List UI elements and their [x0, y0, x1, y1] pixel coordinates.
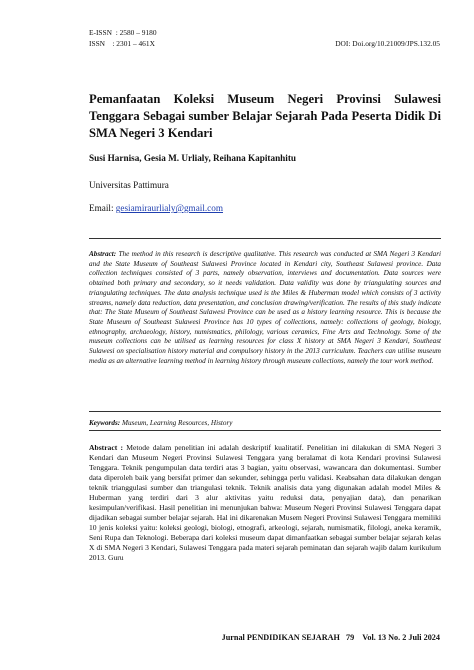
keywords-text: Museum, Learning Resources, History [121, 419, 233, 427]
keywords-label: Keywords: [89, 419, 121, 427]
issn-line: ISSN : 2301 – 461X [89, 38, 155, 48]
abstract-indonesian [89, 443, 441, 563]
abstract-label: Abstract: [89, 250, 117, 258]
page-footer: Jurnal PENDIDIKAN SEJARAH 79 Vol. 13 No. 2 Juli 2024 [221, 633, 440, 642]
issn-block [89, 28, 157, 49]
divider-keywords-bottom [89, 430, 441, 431]
divider-top [89, 238, 441, 239]
email-link[interactable]: gesiamiraurlialy@gmail.com [115, 203, 223, 213]
abstrak-text: Metode dalam penelitian ini adalah deskriptif kualitatif. Penelitian ini dilakukan di SMA Negeri 3 Kendari dan Museum Negeri Provinsi Sulawesi Tenggara yang beralamat di kota Kendari provinsi Sulawesi Tenggara. Teknik pengumpulan data terdiri atas 3 bagian, yaitu observasi, wawancara dan dokumentasi. Sumber data diperoleh baik yang bersifat primer dan sekunder, sehingga perlu validasi. Keabsahan data dilakukan dengan teknik trianggulasi sumber dan triangulasi teknik. Teknik analisis data yang digunakan adalah model Miles & Huberman yang terdiri dari 3 alur aktivitas yaitu reduksi data, penyajian data), dan penarikan kesimpulan/verifikasi. Hasil penelitian ini menunjukan bahwa: Museum Negeri Provinsi Sulawesi Tenggara dapat dijadikan sebagai sumber belajar sejarah. Hal ini dikarenakan Musem Negeri Provinsi Sulawesi Tenggara memiliki 10 jenis koleksi yaitu: koleksi geologi, biologi, etnografi, arkeologi, sejarah, numismatik, filologi, aneka keramik, Seni Rupa dan Teknologi. Beberapa dari koleksi museum dapat dimanfaatkan sebagai sumber belajar sejarah kelas X di SMA Negeri 3 Kendari, Sulawesi Tenggara pada materi sejarah peminatan dan sejarah wajib dalam kurikulum 2013. Guru [89, 443, 442, 562]
doi-line: DOI: Doi.org/10.21009/JPS.132.05 [335, 38, 440, 48]
eissn-line: E-ISSN : 2580 – 9180 [89, 28, 157, 37]
email-line [89, 203, 223, 213]
keywords-line [89, 419, 232, 427]
divider-keywords-top [89, 411, 441, 412]
abstract-text: The method in this research is descriptive qualitative. This research was conducted at SMA Negeri 3 Kendari and the State Museum of Southeast Sulawesi Province located in Kendari city, Southeast Sulawesi province. Data collection techniques consisted of 3 parts, namely observation, interviews and documentation. Data sources were obtained both primary and secondary, so it needs validation. Data validity was done by triangulating sources and triangulating techniques. The data analysis technique used is the Miles & Huberman model which consists of 3 activity streams, namely data reduction, data presentation, and conclusion drawing/verification. The results of this study indicate that: The State Museum of Southeast Sulawesi Province can be used as a history learning resource. This is because the State Museum of Southeast Sulawesi Province has 10 types of collections, namely: collections of geology, biology, ethnography, archaeology, history, numismatics, philology, various ceramics, Fine Arts and Technology. Some of the museum collections can be utilised as learning resources for class X history at SMA Negeri 3 Kendari, Southeast Sulawesi on specialisation history material and compulsory history in the 2013 curriculum. Teachers can utilise museum media as an alternative learning method in learning history through museum collections, namely the tour work method. [89, 250, 441, 365]
email-label: Email: [89, 203, 116, 213]
author-list: Susi Harnisa, Gesia M. Urlialy, Reihana Kapitanhitu [89, 153, 297, 163]
article-title: Pemanfaatan Koleksi Museum Negeri Provinsi Sulawesi Tenggara Sebagai sumber Belajar Sejarah Pada Peserta Didik Di SMA Negeri 3 Kendari [89, 92, 441, 140]
abstract-english [89, 250, 441, 366]
abstrak-label: Abstract : [89, 443, 124, 452]
affiliation: Universitas Pattimura [89, 180, 169, 190]
